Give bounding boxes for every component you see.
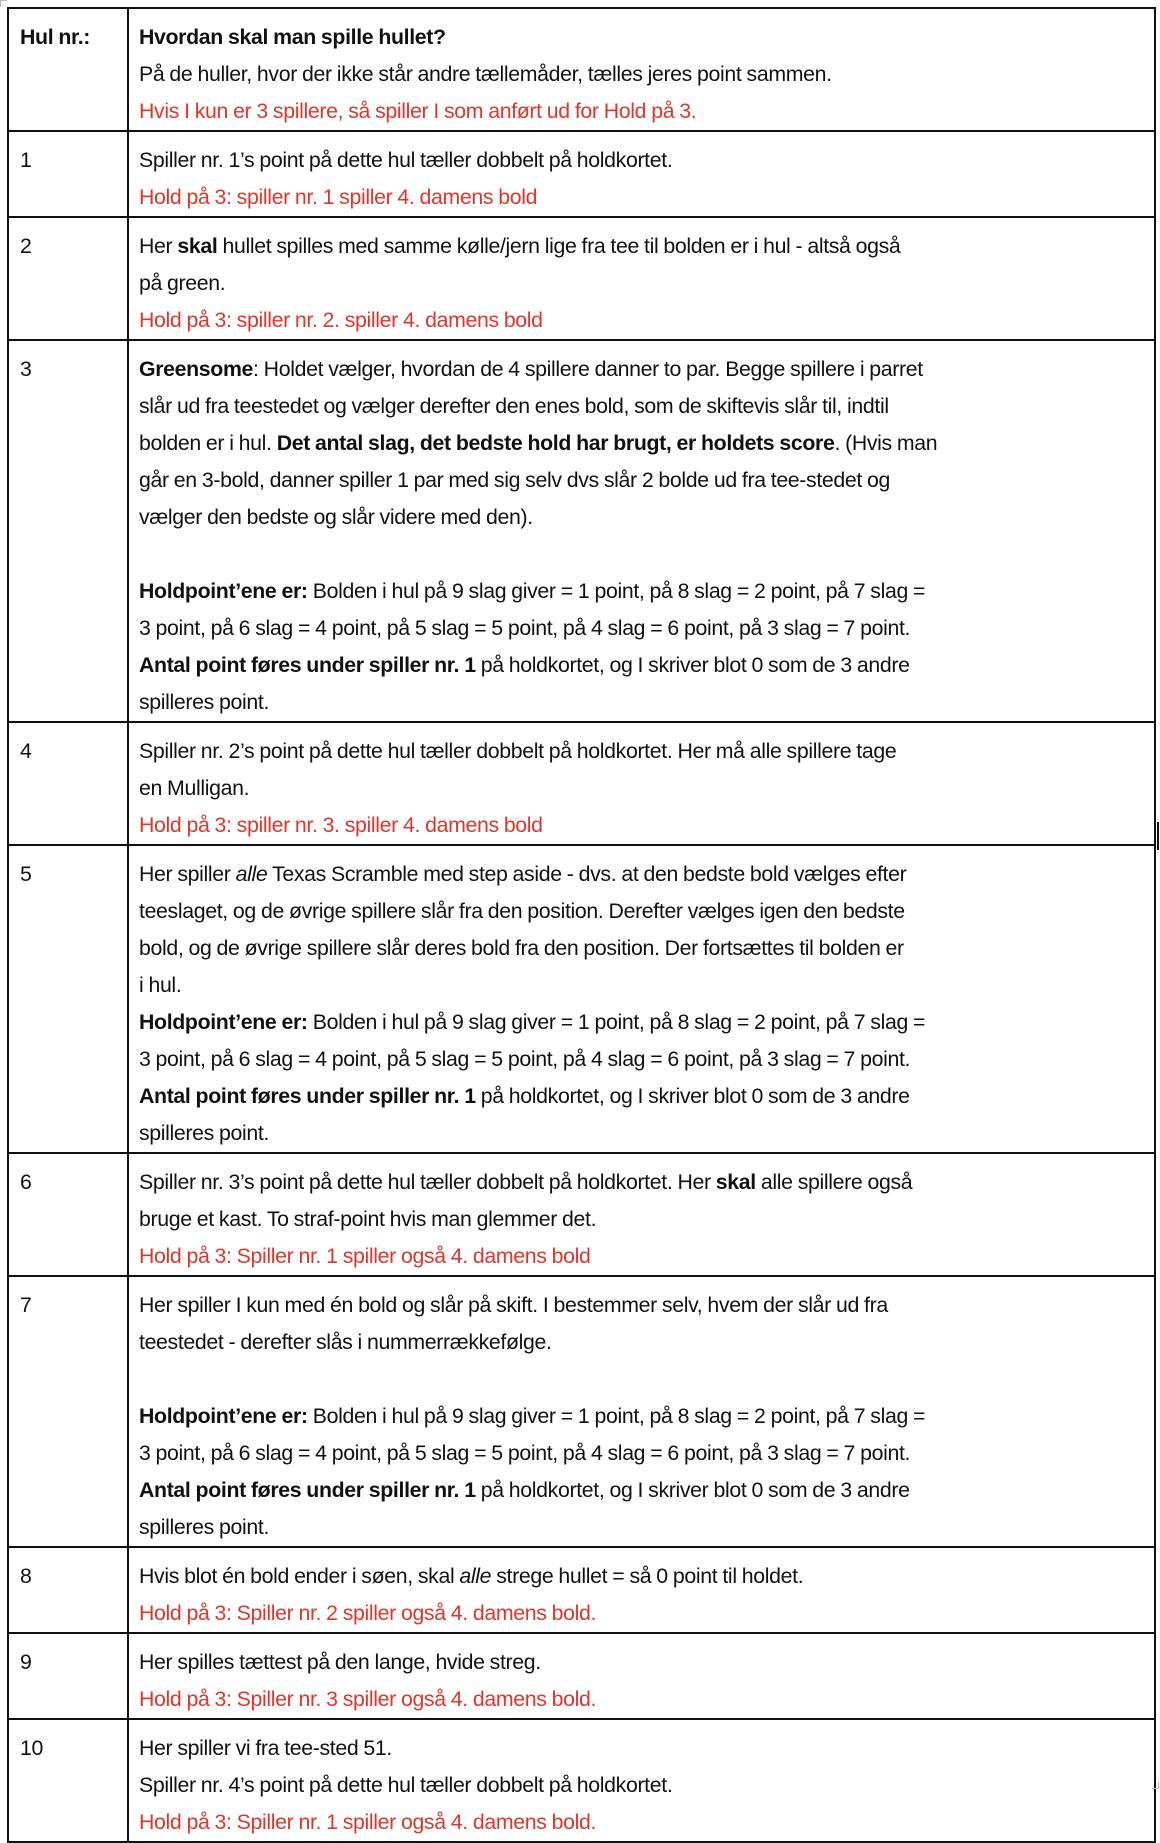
text-line xyxy=(139,388,1146,425)
text-line xyxy=(139,1558,1146,1595)
hole-number-cell xyxy=(8,1633,128,1719)
text-run: Spiller nr. 3’s point på dette hul tæller dobbelt på holdkortet. Her xyxy=(139,1170,716,1194)
text-run: 3 point, på 6 slag = 4 point, på 5 slag = 5 point, på 4 slag = 6 point, på 3 slag = 7 point. xyxy=(139,616,911,640)
hole-number-cell xyxy=(8,340,128,722)
hole-row xyxy=(8,722,1155,845)
text-line xyxy=(139,1398,1146,1435)
hole-description-cell xyxy=(128,131,1155,217)
text-line xyxy=(139,1435,1146,1472)
hole-number-cell xyxy=(8,131,128,217)
hole-number-header: Hul nr.: xyxy=(20,25,91,49)
text-line xyxy=(139,1238,1146,1275)
hole-number-cell xyxy=(8,722,128,845)
blank-line xyxy=(139,536,1146,573)
text-line xyxy=(139,1201,1146,1238)
text-run: . (Hvis man xyxy=(834,431,938,455)
hole-description-cell xyxy=(128,217,1155,340)
text-run: i hul. xyxy=(139,973,182,997)
text-line xyxy=(139,1041,1146,1078)
text-line xyxy=(139,93,1146,130)
text-line xyxy=(139,930,1146,967)
bold-text: Holdpoint’ene er: xyxy=(139,1404,308,1428)
text-run: Her spiller vi fra tee-sted 51. xyxy=(139,1736,392,1760)
text-run: Bolden i hul på 9 slag giver = 1 point, på 8 slag = 2 point, på 7 slag = xyxy=(307,579,926,603)
bold-text: Greensome xyxy=(139,357,254,381)
bold-text: Det antal slag, det bedste hold har brugt, er holdets score xyxy=(276,431,835,455)
text-line xyxy=(139,142,1146,179)
hole-description-cell xyxy=(128,1633,1155,1719)
text-cursor-mark xyxy=(1157,822,1159,850)
text-line xyxy=(139,967,1146,1004)
text-run: Spiller nr. 4’s point på dette hul tæller dobbelt på holdkortet. xyxy=(139,1773,673,1797)
hole-description-cell xyxy=(128,340,1155,722)
text-line xyxy=(139,1164,1146,1201)
text-line xyxy=(139,499,1146,536)
text-run: 3 point, på 6 slag = 4 point, på 5 slag = 5 point, på 4 slag = 6 point, på 3 slag = 7 point. xyxy=(139,1047,911,1071)
hole-row xyxy=(8,1719,1155,1842)
italic-text: alle xyxy=(459,1564,492,1588)
hole-number-cell xyxy=(8,845,128,1153)
hole-rules-table xyxy=(7,7,1156,1843)
text-run: Her spiller xyxy=(139,862,236,886)
text-run: går en 3-bold, danner spiller 1 par med sig selv dvs slår 2 bolde ud fra tee-stedet og xyxy=(139,468,891,492)
text-run: strege hullet = så 0 point til holdet. xyxy=(491,1564,804,1588)
description-header-cell xyxy=(128,8,1155,131)
text-line xyxy=(139,1730,1146,1767)
text-line xyxy=(139,1004,1146,1041)
text-run: bolden er i hul. xyxy=(139,431,277,455)
text-run: Her spilles tættest på den lange, hvide streg. xyxy=(139,1650,541,1674)
three-player-note: Hold på 3: spiller nr. 3. spiller 4. damens bold xyxy=(139,813,543,837)
hole-number: 3 xyxy=(20,357,32,381)
hole-number-cell xyxy=(8,1547,128,1633)
text-line xyxy=(139,302,1146,339)
text-line xyxy=(139,1324,1146,1361)
three-player-note: Hold på 3: Spiller nr. 1 spiller også 4. damens bold. xyxy=(139,1810,597,1834)
text-run: Her xyxy=(139,234,178,258)
text-line xyxy=(139,19,1146,56)
text-line xyxy=(139,56,1146,93)
text-line xyxy=(139,1644,1146,1681)
text-line xyxy=(139,807,1146,844)
hole-number: 1 xyxy=(20,148,32,172)
hole-number-cell xyxy=(8,1719,128,1842)
three-player-note: Hold på 3: spiller nr. 1 spiller 4. damens bold xyxy=(139,185,538,209)
hole-row xyxy=(8,1153,1155,1276)
three-player-note: Hold på 3: Spiller nr. 2 spiller også 4. damens bold. xyxy=(139,1601,597,1625)
text-run: på green. xyxy=(139,271,226,295)
hole-row xyxy=(8,1276,1155,1547)
hole-row xyxy=(8,131,1155,217)
hole-row xyxy=(8,1633,1155,1719)
hole-row xyxy=(8,1547,1155,1633)
hole-row xyxy=(8,845,1155,1153)
text-run: en Mulligan. xyxy=(139,776,250,800)
text-line xyxy=(139,1509,1146,1546)
text-line xyxy=(139,856,1146,893)
bold-text: Hvordan skal man spille hullet? xyxy=(139,25,446,49)
text-line xyxy=(139,1472,1146,1509)
text-line xyxy=(139,610,1146,647)
page-corner-mark xyxy=(0,0,7,7)
text-run: vælger den bedste og slår videre med den). xyxy=(139,505,533,529)
bold-text: Antal point føres under spiller nr. 1 xyxy=(139,653,476,677)
text-run: : Holdet vælger, hvordan de 4 spillere danner to par. Begge spillere i parret xyxy=(253,357,923,381)
hole-description-cell xyxy=(128,845,1155,1153)
text-line xyxy=(139,1115,1146,1152)
bold-text: skal xyxy=(177,234,218,258)
text-run: Her spiller I kun med én bold og slår på skift. I bestemmer selv, hvem der slår ud fra xyxy=(139,1293,888,1317)
table-header-row xyxy=(8,8,1155,131)
text-run: teestedet - derefter slås i nummerrækkefølge. xyxy=(139,1330,552,1354)
text-line xyxy=(139,425,1146,462)
text-run: Bolden i hul på 9 slag giver = 1 point, på 8 slag = 2 point, på 7 slag = xyxy=(307,1404,926,1428)
text-line xyxy=(139,228,1146,265)
text-line xyxy=(139,265,1146,302)
text-run: spilleres point. xyxy=(139,690,270,714)
bold-text: Holdpoint’ene er: xyxy=(139,579,308,603)
text-run: på holdkortet, og I skriver blot 0 som de 3 andre xyxy=(475,1084,910,1108)
three-player-note: Hold på 3: Spiller nr. 1 spiller også 4. damens bold xyxy=(139,1244,591,1268)
hole-description-cell xyxy=(128,1153,1155,1276)
text-line xyxy=(139,351,1146,388)
hole-number: 10 xyxy=(20,1736,43,1760)
hole-number: 8 xyxy=(20,1564,32,1588)
text-run: alle spillere også xyxy=(755,1170,913,1194)
blank-line xyxy=(139,1361,1146,1398)
text-line xyxy=(139,893,1146,930)
text-run: Spiller nr. 1’s point på dette hul tæller dobbelt på holdkortet. xyxy=(139,148,673,172)
hole-row xyxy=(8,217,1155,340)
three-player-note: Hvis I kun er 3 spillere, så spiller I som anført ud for Hold på 3. xyxy=(139,99,697,123)
description-header xyxy=(129,9,1154,130)
text-run: bruge et kast. To straf-point hvis man glemmer det. xyxy=(139,1207,597,1231)
text-run: spilleres point. xyxy=(139,1515,270,1539)
hole-number-cell xyxy=(8,217,128,340)
text-run: På de huller, hvor der ikke står andre tællemåder, tælles jeres point sammen. xyxy=(139,62,832,86)
text-run: Texas Scramble med step aside - dvs. at den bedste bold vælges efter xyxy=(267,862,907,886)
hole-number-header-cell xyxy=(8,8,128,131)
bold-text: Holdpoint’ene er: xyxy=(139,1010,308,1034)
text-run: Bolden i hul på 9 slag giver = 1 point, på 8 slag = 2 point, på 7 slag = xyxy=(307,1010,926,1034)
text-run: på holdkortet, og I skriver blot 0 som de 3 andre xyxy=(475,1478,910,1502)
text-run: hullet spilles med samme kølle/jern lige fra tee til bolden er i hul - altså også xyxy=(217,234,901,258)
hole-number: 6 xyxy=(20,1170,32,1194)
hole-description-cell xyxy=(128,1719,1155,1842)
bold-text: skal xyxy=(715,1170,756,1194)
text-run: Hvis blot én bold ender i søen, skal xyxy=(139,1564,460,1588)
text-run: Spiller nr. 2’s point på dette hul tæller dobbelt på holdkortet. Her må alle spillere tage xyxy=(139,739,897,763)
text-run: slår ud fra teestedet og vælger derefter den enes bold, som de skiftevis slår til, indtil xyxy=(139,394,889,418)
text-line xyxy=(139,179,1146,216)
text-line xyxy=(139,684,1146,721)
text-line xyxy=(139,733,1146,770)
text-run: spilleres point. xyxy=(139,1121,270,1145)
text-run: bold, og de øvrige spillere slår deres bold fra den position. Der fortsættes til bolden er xyxy=(139,936,904,960)
text-line xyxy=(139,1681,1146,1718)
text-run: teeslaget, og de øvrige spillere slår fra den position. Derefter vælges igen den bedste xyxy=(139,899,905,923)
hole-description-cell xyxy=(128,722,1155,845)
hole-description-cell xyxy=(128,1547,1155,1633)
text-line xyxy=(139,1767,1146,1804)
three-player-note: Hold på 3: spiller nr. 2. spiller 4. damens bold xyxy=(139,308,543,332)
page-corner-mark-bottom xyxy=(1152,1782,1159,1789)
hole-number: 7 xyxy=(20,1293,32,1317)
text-run: på holdkortet, og I skriver blot 0 som de 3 andre xyxy=(475,653,910,677)
text-line xyxy=(139,1595,1146,1632)
hole-number-cell xyxy=(8,1276,128,1547)
text-line xyxy=(139,462,1146,499)
text-line xyxy=(139,1287,1146,1324)
text-line xyxy=(139,770,1146,807)
hole-row xyxy=(8,340,1155,722)
hole-number: 9 xyxy=(20,1650,32,1674)
text-line xyxy=(139,573,1146,610)
hole-number: 5 xyxy=(20,862,32,886)
hole-number: 2 xyxy=(20,234,32,258)
text-line xyxy=(139,1804,1146,1841)
bold-text: Antal point føres under spiller nr. 1 xyxy=(139,1478,476,1502)
bold-text: Antal point føres under spiller nr. 1 xyxy=(139,1084,476,1108)
three-player-note: Hold på 3: Spiller nr. 3 spiller også 4. damens bold. xyxy=(139,1687,597,1711)
text-run: 3 point, på 6 slag = 4 point, på 5 slag = 5 point, på 4 slag = 6 point, på 3 slag = 7 point. xyxy=(139,1441,911,1465)
hole-number-cell xyxy=(8,1153,128,1276)
italic-text: alle xyxy=(235,862,268,886)
hole-description-cell xyxy=(128,1276,1155,1547)
text-line xyxy=(139,1078,1146,1115)
text-line xyxy=(139,647,1146,684)
hole-number: 4 xyxy=(20,739,32,763)
